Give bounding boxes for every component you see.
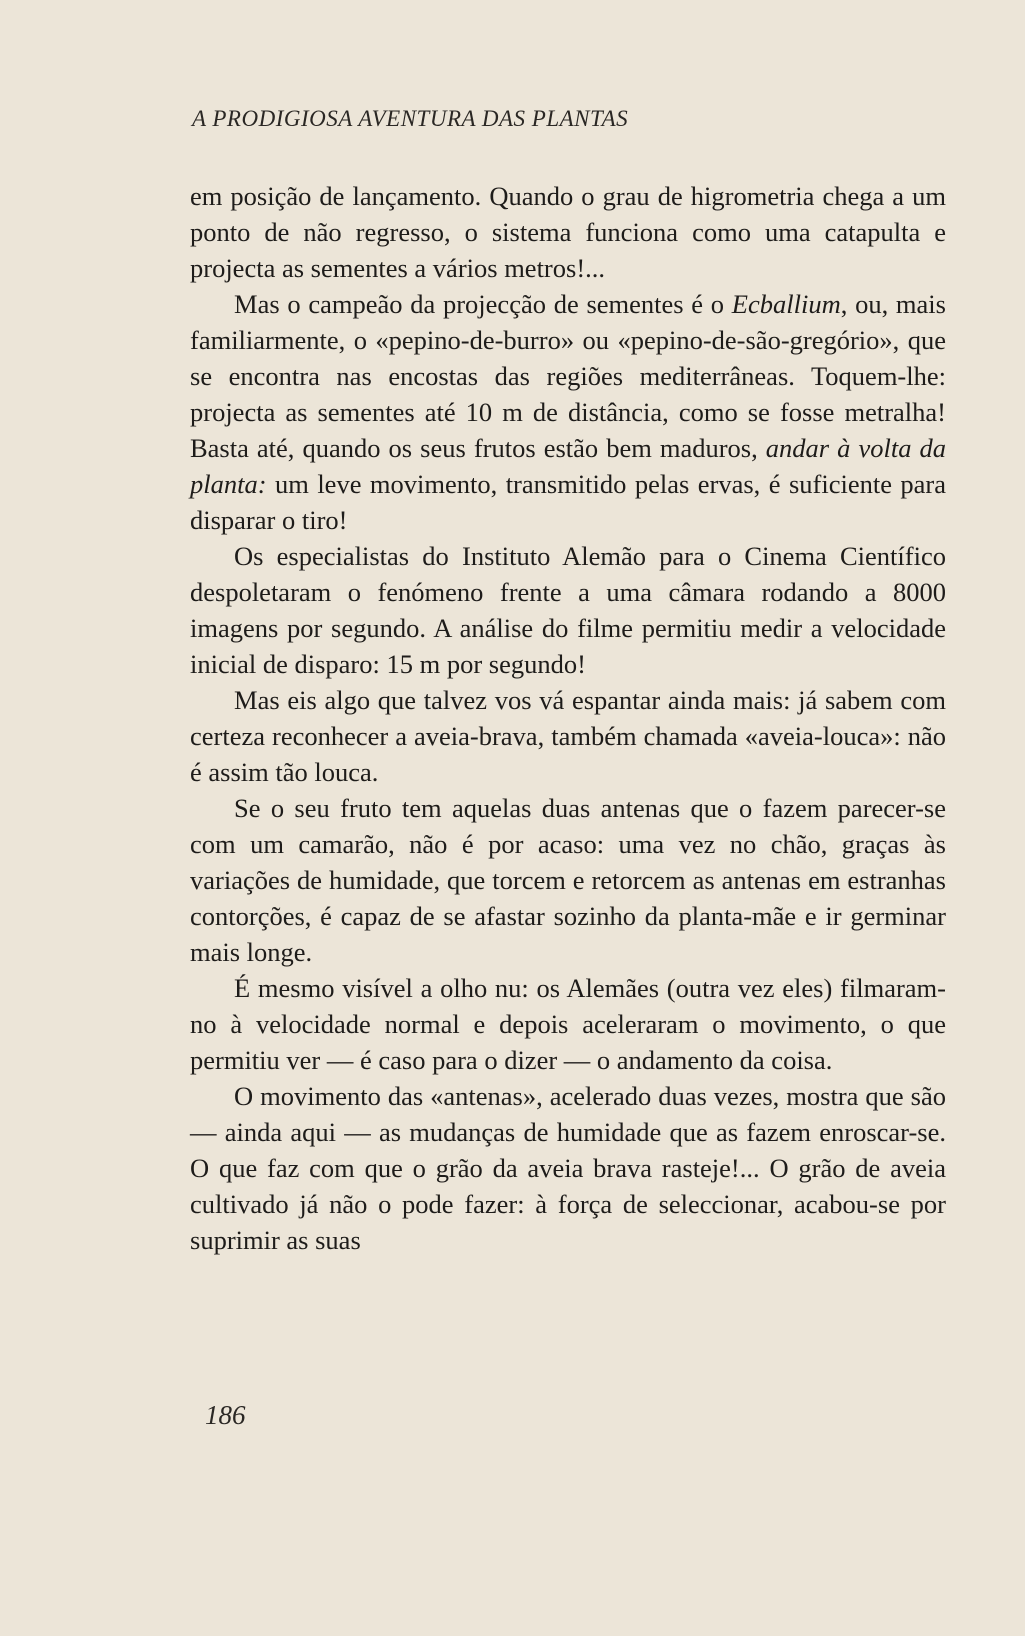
italic-term: Ecballium <box>731 289 841 319</box>
paragraph <box>190 790 946 970</box>
paragraph-text: Os especialistas do Instituto Alemão para o Cinema Científico despoletaram o fenómeno frente a uma câmara rodando a 8000 imagens por segundo. A análise do filme permitiu medir a velocidade inicial de disparo: 15 m por segundo! <box>190 541 946 679</box>
paragraph-text: , ou, mais familiarmente, o «pepino-de-burro» ou «pepino-de-são-gregório», que se encontra nas encostas das regiões mediterrâneas. Toquem-lhe: projecta as sementes até 10 m de distância, como se fosse metralha! Basta até, quando os seus frutos estão bem maduros, <box>190 289 946 463</box>
paragraph <box>190 286 946 538</box>
paragraph-text: Mas eis algo que talvez vos vá espantar ainda mais: já sabem com certeza reconhecer a aveia-brava, também chamada «aveia-louca»: não é assim tão louca. <box>190 685 946 787</box>
paragraph-text: O movimento das «antenas», acelerado duas vezes, mostra que são — ainda aqui — as mudanças de humidade que as fazem enroscar-se. O que faz com que o grão da aveia brava rasteje!... O grão de aveia cultivado já não o pode fazer: à força de seleccionar, acabou-se por suprimir as suas <box>190 1081 946 1255</box>
paragraph-text: Mas o campeão da projecção de sementes é o <box>234 289 732 319</box>
running-title: A PRODIGIOSA AVENTURA DAS PLANTAS <box>192 106 629 131</box>
paragraph-text: Se o seu fruto tem aquelas duas antenas que o fazem parecer-se com um camarão, não é por acaso: uma vez no chão, graças às variações de humidade, que torcem e retorcem as antenas em estranhas contorções, é capaz de se afastar sozinho da planta-mãe e ir germinar mais longe. <box>190 793 946 967</box>
paragraph-text: É mesmo visível a olho nu: os Alemães (outra vez eles) filmaram-no à velocidade normal e depois aceleraram o movimento, o que permitiu ver — é caso para o dizer — o andamento da coisa. <box>190 973 946 1075</box>
page-number: 186 <box>205 1400 246 1430</box>
paragraph <box>190 1078 946 1258</box>
paragraph <box>190 538 946 682</box>
paragraph-text: um leve movimento, transmitido pelas ervas, é suficiente para disparar o tiro! <box>190 469 946 535</box>
italic-phrase: andar à volta da planta: <box>190 433 946 499</box>
paragraph-text: em posição de lançamento. Quando o grau de higrometria chega a um ponto de não regresso, o sistema funciona como uma catapulta e projecta as sementes a vários metros!... <box>190 181 946 283</box>
paragraph <box>190 178 946 286</box>
paragraph <box>190 682 946 790</box>
paragraph <box>190 970 946 1078</box>
body-text <box>190 178 946 1258</box>
